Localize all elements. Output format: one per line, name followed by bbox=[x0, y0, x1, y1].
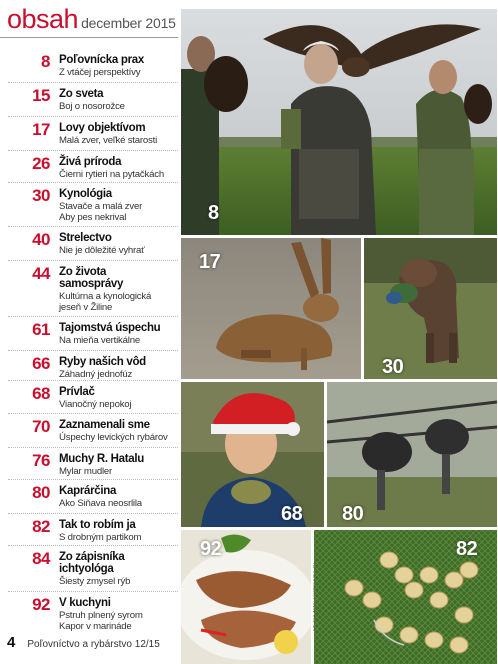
toc-section-title: Strelectvo bbox=[59, 232, 112, 244]
photo-page-number: 30 bbox=[382, 356, 404, 378]
toc-section-title: samosprávy bbox=[59, 278, 124, 290]
toc-page-number: 26 bbox=[32, 154, 50, 173]
magazine-issue: Poľovníctvo a rybárstvo 12/15 bbox=[27, 639, 160, 650]
toc-section-title: V kuchyni bbox=[59, 597, 111, 609]
toc-article-title: Aby pes nekrival bbox=[59, 212, 127, 223]
toc-divider bbox=[8, 479, 178, 480]
photo-page-number: 8 bbox=[208, 202, 219, 224]
toc-section-title: Kaprárčina bbox=[59, 485, 117, 497]
toc-page-number: 68 bbox=[32, 384, 50, 403]
toc-article-title: Čierni rytieri na pytačkách bbox=[59, 169, 164, 180]
toc-divider bbox=[8, 545, 178, 546]
toc-page-number: 40 bbox=[32, 230, 50, 249]
toc-article-title: jeseň v Žiline bbox=[59, 302, 113, 313]
toc-divider bbox=[8, 226, 178, 227]
falconers-illustration bbox=[181, 9, 497, 235]
toc-section-title: Zaznamenali sme bbox=[59, 419, 150, 431]
photo-page-number: 80 bbox=[342, 503, 364, 525]
toc-article-title: Šiesty zmysel rýb bbox=[59, 576, 131, 587]
toc-section-title: Ryby našich vôd bbox=[59, 356, 146, 368]
toc-article-title: Boj o nosorožce bbox=[59, 101, 125, 112]
toc-section-title: Zo zápisníka bbox=[59, 551, 125, 563]
toc-divider bbox=[8, 316, 178, 317]
toc-page-number: 8 bbox=[41, 52, 50, 71]
toc-section-title: Zo sveta bbox=[59, 88, 104, 100]
toc-divider bbox=[8, 591, 178, 592]
photo-fish-dish[interactable] bbox=[181, 530, 311, 664]
toc-article-title: Stavače a malá zver bbox=[59, 201, 143, 212]
photo-carp-reels[interactable] bbox=[327, 382, 497, 527]
toc-article-title: S drobným partikom bbox=[59, 532, 142, 543]
photo-page-number: 92 bbox=[200, 538, 222, 560]
toc-article-title: Vianočný nepokoj bbox=[59, 399, 132, 410]
table-of-contents bbox=[0, 0, 178, 664]
toc-section-title: Zo života bbox=[59, 266, 107, 278]
toc-divider bbox=[8, 82, 178, 83]
toc-article-title: Z vtáčej perspektívy bbox=[59, 67, 141, 78]
contents-title: obsah bbox=[7, 4, 79, 34]
toc-divider bbox=[8, 447, 178, 448]
toc-page-number: 44 bbox=[32, 264, 50, 283]
page-number: 4 bbox=[7, 634, 16, 651]
toc-page-number: 82 bbox=[32, 517, 50, 536]
toc-section-title: Lovy objektívom bbox=[59, 122, 146, 134]
toc-divider bbox=[8, 116, 178, 117]
toc-page-number: 80 bbox=[32, 483, 50, 502]
toc-page-number: 76 bbox=[32, 451, 50, 470]
toc-article-title: Mylar mudler bbox=[59, 466, 113, 477]
toc-article-title: Nie je dôležité vyhrať bbox=[59, 245, 145, 256]
toc-article-title: Malá zver, veľké starosti bbox=[59, 135, 158, 146]
photo-boilies[interactable] bbox=[314, 530, 497, 664]
photo-page-number: 82 bbox=[456, 538, 478, 560]
angler-illustration bbox=[181, 382, 324, 527]
toc-divider bbox=[8, 350, 178, 351]
photo-dog[interactable] bbox=[364, 238, 497, 379]
toc-divider bbox=[8, 413, 178, 414]
issue-date: december 2015 bbox=[81, 15, 176, 31]
page-footer bbox=[7, 634, 160, 651]
toc-page-number: 92 bbox=[32, 595, 50, 614]
toc-article-title: Kapor v marináde bbox=[59, 621, 132, 632]
toc-page-number: 15 bbox=[32, 86, 50, 105]
toc-section-title: Muchy R. Hatalu bbox=[59, 453, 144, 465]
toc-section-title: Živá príroda bbox=[59, 156, 122, 168]
toc-section-title: Tak to robím ja bbox=[59, 519, 136, 531]
toc-divider bbox=[8, 380, 178, 381]
toc-article-title: Kultúrna a kynologická bbox=[59, 291, 152, 302]
toc-section-title: Kynológia bbox=[59, 188, 112, 200]
toc-article-title: Pstruh plnený syrom bbox=[59, 610, 143, 621]
toc-article-title: Ako Siňava neosrlila bbox=[59, 498, 142, 509]
toc-section-title: Poľovnícka prax bbox=[59, 54, 144, 66]
toc-section-title: Tajomstvá úspechu bbox=[59, 322, 161, 334]
toc-divider bbox=[8, 260, 178, 261]
photo-page-number: 17 bbox=[199, 251, 221, 273]
toc-section-title: ichtyológa bbox=[59, 563, 114, 575]
toc-section-title: Prívlač bbox=[59, 386, 95, 398]
toc-page-number: 66 bbox=[32, 354, 50, 373]
toc-page-number: 61 bbox=[32, 320, 50, 339]
photo-falconers[interactable] bbox=[181, 9, 497, 235]
photo-page-number: 68 bbox=[281, 503, 303, 525]
toc-page-number: 70 bbox=[32, 417, 50, 436]
toc-page-number: 17 bbox=[32, 120, 50, 139]
photo-angler-santa[interactable] bbox=[181, 382, 324, 527]
toc-divider bbox=[8, 150, 178, 151]
toc-divider bbox=[8, 182, 178, 183]
toc-page-number: 84 bbox=[32, 549, 50, 568]
toc-article-title: Úspechy levických rybárov bbox=[59, 432, 168, 443]
toc-article-title: Záhadný jednofúz bbox=[59, 369, 133, 380]
toc-page-number: 30 bbox=[32, 186, 50, 205]
photo-hare[interactable] bbox=[181, 238, 361, 379]
toc-article-title: Na mieňa vertikálne bbox=[59, 335, 140, 346]
toc-divider bbox=[8, 513, 178, 514]
